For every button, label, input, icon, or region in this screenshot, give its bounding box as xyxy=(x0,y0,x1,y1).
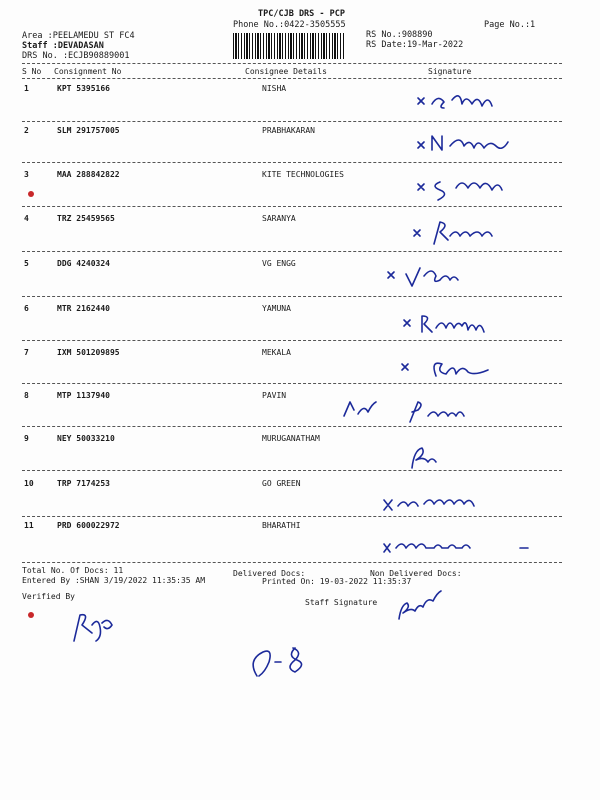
row-consignment: DDG 4240324 xyxy=(57,259,110,268)
red-mark xyxy=(28,612,34,618)
verifier-signature-handwriting xyxy=(70,605,120,645)
row-consignment: TRP 7174253 xyxy=(57,479,110,488)
row-consignee: PAVIN xyxy=(262,391,287,400)
verified-by-label: Verified By xyxy=(22,592,75,601)
staff-label: Staff :DEVADASAN xyxy=(22,41,104,51)
column-header-consignee: Consignee Details xyxy=(245,67,327,76)
row-sno: 6 xyxy=(24,304,29,313)
row-consignee: KITE TECHNOLOGIES xyxy=(262,170,344,179)
row-consignee: SARANYA xyxy=(262,214,296,223)
staff-signature-label: Staff Signature xyxy=(305,598,378,607)
signature-handwriting xyxy=(370,218,570,248)
page-number: Page No.:1 xyxy=(484,20,536,30)
row-consignment: SLM 291757005 xyxy=(57,126,120,135)
signature-handwriting xyxy=(370,396,570,426)
initials-handwriting xyxy=(245,640,325,680)
row-consignee: VG ENGG xyxy=(262,259,296,268)
rs-number: RS No.:908890 xyxy=(366,30,433,40)
signature-handwriting xyxy=(370,534,570,564)
row-sno: 10 xyxy=(24,479,34,488)
row-divider xyxy=(22,206,562,207)
row-sno: 3 xyxy=(24,170,29,179)
signature-handwriting xyxy=(370,308,570,338)
signature-handwriting xyxy=(370,262,570,292)
annotation-handwriting xyxy=(340,396,380,420)
row-divider xyxy=(22,516,562,517)
row-consignment: MTP 1137940 xyxy=(57,391,110,400)
red-mark xyxy=(28,191,34,197)
column-header-rule xyxy=(22,78,562,79)
row-consignee: MURUGANATHAM xyxy=(262,434,320,443)
row-divider xyxy=(22,296,562,297)
row-consignment: IXM 501209895 xyxy=(57,348,120,357)
row-consignee: MEKALA xyxy=(262,348,291,357)
row-sno: 8 xyxy=(24,391,29,400)
row-divider xyxy=(22,251,562,252)
drs-number: DRS No. :ECJB90889001 xyxy=(22,51,130,61)
row-consignment: TRZ 25459565 xyxy=(57,214,115,223)
row-divider xyxy=(22,426,562,427)
row-sno: 4 xyxy=(24,214,29,223)
entered-by: Entered By :SHAN 3/19/2022 11:35:35 AM xyxy=(22,576,206,585)
row-divider xyxy=(22,121,562,122)
row-consignee: YAMUNA xyxy=(262,304,291,313)
row-consignment: MTR 2162440 xyxy=(57,304,110,313)
row-consignment: KPT 5395166 xyxy=(57,84,110,93)
phone-number: Phone No.:0422-3505555 xyxy=(233,20,346,30)
row-divider xyxy=(22,383,562,384)
signature-handwriting xyxy=(370,86,570,116)
column-header-signature: Signature xyxy=(428,67,472,76)
signature-handwriting xyxy=(370,130,570,160)
row-consignee: PRABHAKARAN xyxy=(262,126,315,135)
non-delivered-docs: Non Delivered Docs: xyxy=(370,569,462,578)
printed-on: Printed On: 19-03-2022 11:35:37 xyxy=(262,577,412,586)
staff-signature-handwriting xyxy=(395,585,455,625)
table-bottom-rule xyxy=(22,562,562,563)
document-title: TPC/CJB DRS - PCP xyxy=(258,9,345,19)
signature-handwriting xyxy=(370,442,570,472)
total-docs: Total No. Of Docs: 11 xyxy=(22,566,124,575)
row-sno: 1 xyxy=(24,84,29,93)
column-header-consignment: Consignment No xyxy=(54,67,122,76)
row-consignment: PRD 600022972 xyxy=(57,521,120,530)
row-sno: 9 xyxy=(24,434,29,443)
row-divider xyxy=(22,470,562,471)
header-rule xyxy=(22,63,562,64)
row-sno: 5 xyxy=(24,259,29,268)
row-consignee: NISHA xyxy=(262,84,287,93)
row-consignment: NEY 50033210 xyxy=(57,434,115,443)
area-label: Area :PEELAMEDU ST FC4 xyxy=(22,31,135,41)
signature-handwriting xyxy=(370,174,570,204)
row-consignee: BHARATHI xyxy=(262,521,301,530)
signature-handwriting xyxy=(370,356,570,386)
column-header-sno: S No xyxy=(22,67,42,76)
barcode xyxy=(233,33,345,59)
row-sno: 7 xyxy=(24,348,29,357)
delivered-docs: Delivered Docs: xyxy=(233,569,306,578)
rs-date: RS Date:19-Mar-2022 xyxy=(366,40,464,50)
row-divider xyxy=(22,162,562,163)
row-sno: 2 xyxy=(24,126,29,135)
row-divider xyxy=(22,340,562,341)
row-consignee: GO GREEN xyxy=(262,479,301,488)
row-consignment: MAA 288842822 xyxy=(57,170,120,179)
row-sno: 11 xyxy=(24,521,34,530)
